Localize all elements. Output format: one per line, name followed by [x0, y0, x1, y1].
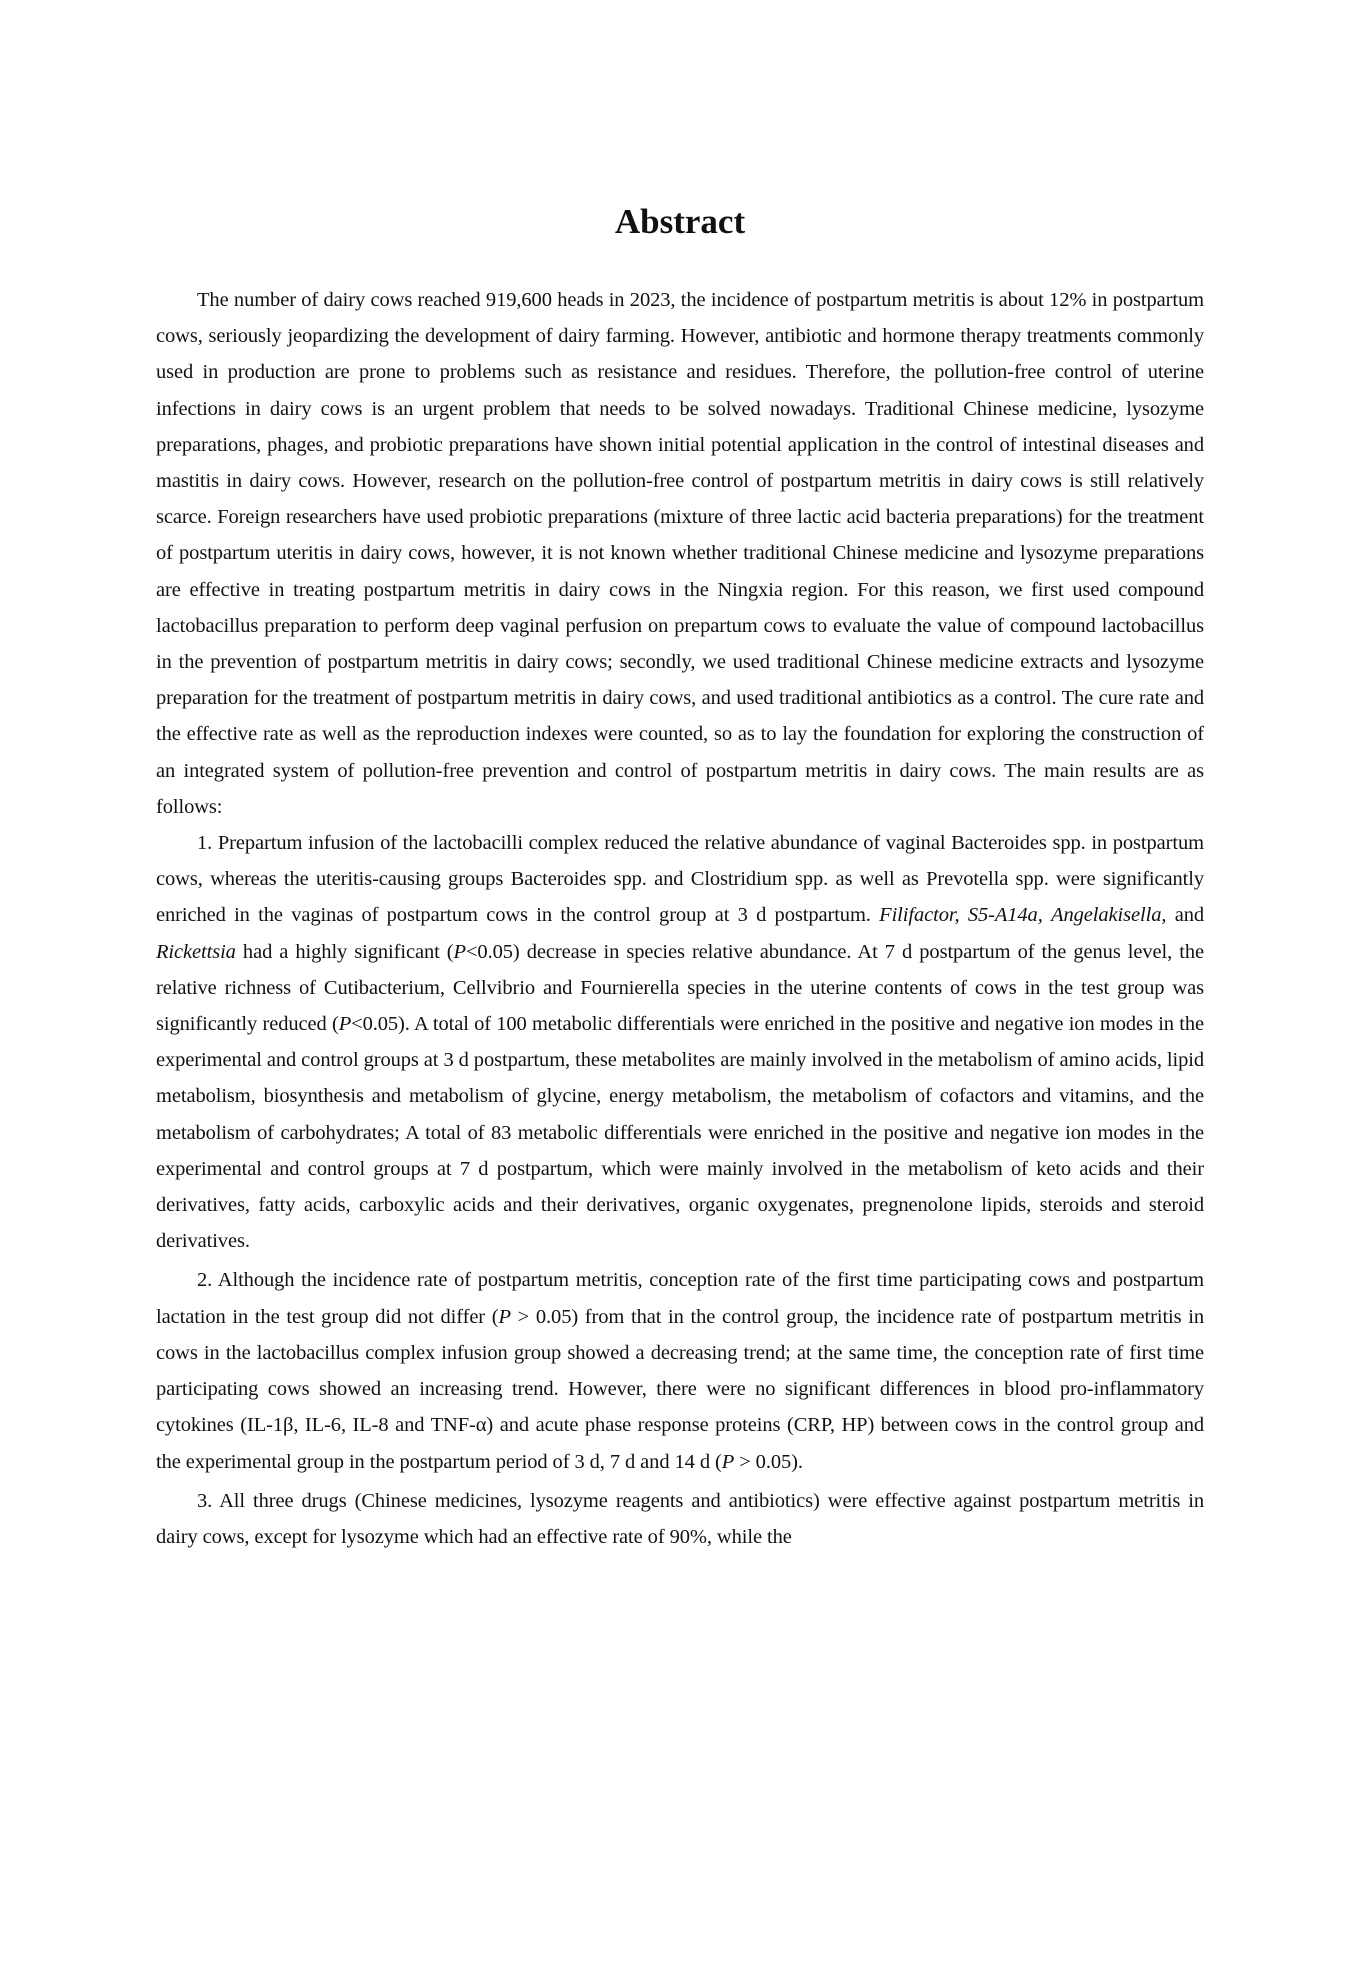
item1-text-c: <0.05) decrease in species relative abundance. At 7 d postpartum of the genus level, the relative richness of Cutibacterium, Cellvibrio and Fournierella species in the uterine contents of cows in the test group was significantly reduced ( — [156, 940, 1204, 1036]
item2-text-a: 2. Although the incidence rate of postpartum metritis, conception rate of the first time participating cows and postpartum lactation in the test group did not differ ( — [156, 1269, 1204, 1328]
item1-text-d: <0.05). A total of 100 metabolic differentials were enriched in the positive and negative ion modes in the experimental and control groups at 3 d postpartum, these metabolites are mainly involved in the metabolism of amino acids, lipid metabolism, biosynthesis and metabolism of glycine, energy metabolism, the metabolism of cofactors and vitamins, and the metabolism of carbohydrates; A total of 83 metabolic differentials were enriched in the positive and negative ion modes in the experimental and control groups at 7 d postpartum, which were mainly involved in the metabolism of keto acids and their derivatives, fatty acids, carboxylic acids and their derivatives, organic oxygenates, pregnenolone lipids, steroids and steroid derivatives. — [156, 1013, 1204, 1253]
item2-text-b: > 0.05) from that in the control group, the incidence rate of postpartum metritis in cows in the lactobacillus complex infusion group showed a decreasing trend; at the same time, the conception rate of first time participating cows showed an increasing trend. However, there were no significant differences in blood pro-inflammatory cytokines (IL-1β, IL-6, IL-8 and TNF-α) and acute phase response proteins (CRP, HP) between cows in the control group and the experimental group in the postpartum period of 3 d, 7 d and 14 d ( — [156, 1305, 1204, 1473]
genus-s5-a14a: S5-A14a, — [967, 904, 1043, 927]
item1-and: and — [1166, 904, 1205, 927]
item1-text-a: 1. Prepartum infusion of the lactobacilli complex reduced the relative abundance of vaginal Bacteroides spp. in postpartum cows, whereas the uteritis-causing groups Bacteroides spp. and Clostridium spp. as well as Prevotella spp. were significantly enriched in the vaginas of postpartum cows in the control group at 3 d postpartum. — [156, 832, 1204, 927]
p-value-symbol: P — [338, 1013, 352, 1036]
genus-rickettsia: Rickettsia — [156, 940, 236, 963]
intro-paragraph — [156, 282, 1204, 825]
p-value-symbol: P — [721, 1450, 735, 1473]
abstract-body — [156, 282, 1204, 1555]
result-item-3 — [156, 1483, 1204, 1555]
item1-text-b: had a highly significant ( — [235, 940, 454, 963]
result-item-1 — [156, 825, 1204, 1259]
page-title: Abstract — [614, 202, 746, 241]
item3-text: 3. All three drugs (Chinese medicines, lysozyme reagents and antibiotics) were effective against postpartum metritis in dairy cows, except for lysozyme which had an effective rate of 90%, while the — [156, 1489, 1204, 1548]
p-value-symbol: P — [498, 1305, 511, 1328]
intro-text: The number of dairy cows reached 919,600 heads in 2023, the incidence of postpartum metritis is about 12% in postpartum cows, seriously jeopardizing the development of dairy farming. However, antibiotic and hormone therapy treatments commonly used in production are prone to problems such as resistance and residues. Therefore, the pollution-free control of uterine infections in dairy cows is an urgent problem that needs to be solved nowadays. Traditional Chinese medicine, lysozyme preparations, phages, and probiotic preparations have shown initial potential application in the control of intestinal diseases and mastitis in dairy cows. However, research on the pollution-free control of postpartum metritis in dairy cows is still relatively scarce. Foreign researchers have used probiotic preparations (mixture of three lactic acid bacteria preparations) for the treatment of postpartum uteritis in dairy cows, however, it is not known whether traditional Chinese medicine and lysozyme preparations are effective in treating postpartum metritis in dairy cows in the Ningxia region. For this reason, we first used compound lactobacillus preparation to perform deep vaginal perfusion on prepartum cows to evaluate the value of compound lactobacillus in the prevention of postpartum metritis in dairy cows; secondly, we used traditional Chinese medicine extracts and lysozyme preparation for the treatment of postpartum metritis in dairy cows, and used traditional antibiotics as a control. The cure rate and the effective rate as well as the reproduction indexes were counted, so as to lay the foundation for exploring the construction of an integrated system of pollution-free prevention and control of postpartum metritis in dairy cows. — [156, 289, 1204, 782]
genus-angelakisella: Angelakisella, — [1051, 904, 1167, 927]
result-item-2 — [156, 1262, 1204, 1479]
item2-text-c: > 0.05). — [734, 1450, 803, 1473]
results-lead: The main results are as follows: — [156, 759, 1204, 818]
p-value-symbol: P — [453, 940, 466, 963]
genus-filifactor: Filifactor, — [879, 904, 960, 927]
